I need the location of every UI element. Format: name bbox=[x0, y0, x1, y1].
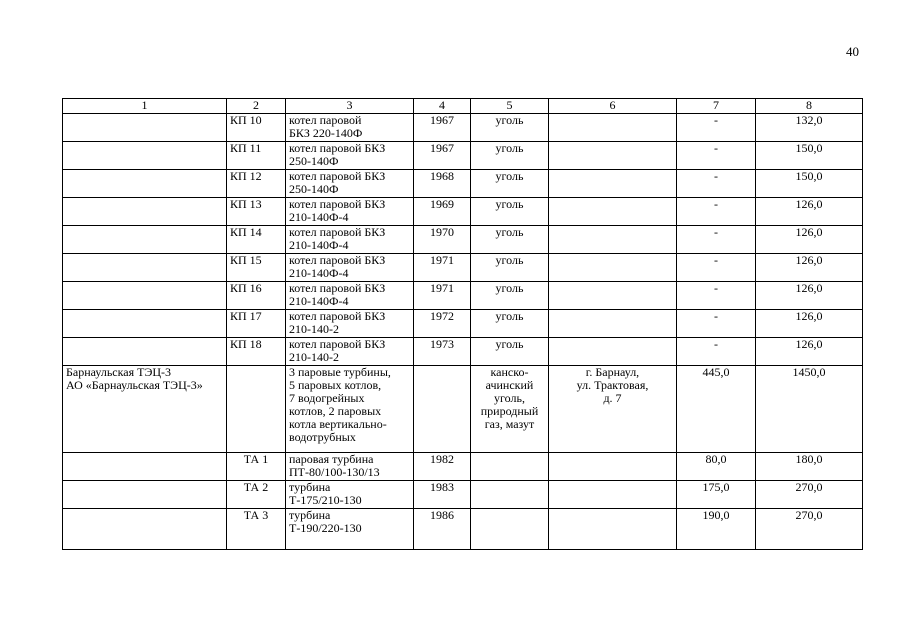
thermal-capacity-cell: 132,0 bbox=[756, 114, 863, 142]
plant-name-cell: Барнаульская ТЭЦ-3 АО «Барнаульская ТЭЦ-3» bbox=[63, 366, 227, 453]
unit-description-cell: котел паровой БКЗ 220-140Ф bbox=[286, 114, 414, 142]
unit-code-cell: КП 18 bbox=[227, 338, 286, 366]
table-row bbox=[63, 453, 863, 481]
table-row bbox=[63, 170, 863, 198]
thermal-capacity-cell: 126,0 bbox=[756, 310, 863, 338]
unit-code-cell: КП 13 bbox=[227, 198, 286, 226]
org-cell bbox=[63, 198, 227, 226]
electric-capacity-cell: - bbox=[677, 310, 756, 338]
turbine-code-cell: ТА 3 bbox=[227, 509, 286, 550]
fuel-cell bbox=[471, 453, 549, 481]
turbine-description-cell: турбина Т-190/220-130 bbox=[286, 509, 414, 550]
org-cell bbox=[63, 338, 227, 366]
electric-capacity-cell: - bbox=[677, 254, 756, 282]
table-row bbox=[63, 509, 863, 550]
unit-code-cell: КП 10 bbox=[227, 114, 286, 142]
thermal-capacity-cell: 126,0 bbox=[756, 282, 863, 310]
year-cell: 1967 bbox=[414, 142, 471, 170]
table-row-plant bbox=[63, 366, 863, 453]
year-cell: 1970 bbox=[414, 226, 471, 254]
unit-code-cell: КП 12 bbox=[227, 170, 286, 198]
plant-address-cell: г. Барнаул, ул. Трактовая, д. 7 bbox=[549, 366, 677, 453]
year-cell: 1972 bbox=[414, 310, 471, 338]
fuel-cell: уголь bbox=[471, 254, 549, 282]
address-cell bbox=[549, 170, 677, 198]
fuel-cell: уголь bbox=[471, 198, 549, 226]
year-cell: 1969 bbox=[414, 198, 471, 226]
table-row bbox=[63, 142, 863, 170]
electric-capacity-cell: 190,0 bbox=[677, 509, 756, 550]
address-cell bbox=[549, 453, 677, 481]
turbine-code-cell: ТА 2 bbox=[227, 481, 286, 509]
org-cell bbox=[63, 114, 227, 142]
electric-capacity-cell: 175,0 bbox=[677, 481, 756, 509]
address-cell bbox=[549, 198, 677, 226]
unit-code-cell: КП 16 bbox=[227, 282, 286, 310]
electric-capacity-cell: - bbox=[677, 226, 756, 254]
fuel-cell: уголь bbox=[471, 310, 549, 338]
plant-equipment-cell: 3 паровые турбины, 5 паровых котлов, 7 водогрейных котлов, 2 паровых котла вертикально- водотрубных bbox=[286, 366, 414, 453]
fuel-cell: уголь bbox=[471, 114, 549, 142]
year-cell: 1971 bbox=[414, 282, 471, 310]
unit-description-cell: котел паровой БКЗ 250-140Ф bbox=[286, 142, 414, 170]
address-cell bbox=[549, 310, 677, 338]
fuel-cell: уголь bbox=[471, 142, 549, 170]
header-row bbox=[63, 99, 863, 114]
thermal-capacity-cell: 126,0 bbox=[756, 338, 863, 366]
unit-code-cell bbox=[227, 366, 286, 453]
electric-capacity-cell: - bbox=[677, 338, 756, 366]
header-col-1: 1 bbox=[63, 99, 227, 114]
org-cell bbox=[63, 453, 227, 481]
unit-description-cell: котел паровой БКЗ 210-140Ф-4 bbox=[286, 282, 414, 310]
table-row bbox=[63, 254, 863, 282]
year-cell bbox=[414, 366, 471, 453]
fuel-cell: уголь bbox=[471, 226, 549, 254]
plant-fuel-cell: канско- ачинский уголь, природный газ, мазут bbox=[471, 366, 549, 453]
unit-code-cell: КП 17 bbox=[227, 310, 286, 338]
unit-code-cell: КП 14 bbox=[227, 226, 286, 254]
year-cell: 1968 bbox=[414, 170, 471, 198]
address-cell bbox=[549, 509, 677, 550]
table-row bbox=[63, 114, 863, 142]
org-cell bbox=[63, 226, 227, 254]
thermal-capacity-cell: 180,0 bbox=[756, 453, 863, 481]
electric-capacity-cell: - bbox=[677, 282, 756, 310]
electric-capacity-cell: - bbox=[677, 142, 756, 170]
thermal-capacity-cell: 126,0 bbox=[756, 198, 863, 226]
thermal-capacity-cell: 126,0 bbox=[756, 226, 863, 254]
year-cell: 1967 bbox=[414, 114, 471, 142]
unit-description-cell: котел паровой БКЗ 210-140Ф-4 bbox=[286, 226, 414, 254]
page-number: 40 bbox=[846, 44, 859, 59]
turbine-description-cell: турбина Т-175/210-130 bbox=[286, 481, 414, 509]
thermal-capacity-cell: 150,0 bbox=[756, 170, 863, 198]
table-row bbox=[63, 198, 863, 226]
table-row bbox=[63, 226, 863, 254]
table-row bbox=[63, 282, 863, 310]
org-cell bbox=[63, 254, 227, 282]
plant-electric-capacity-cell: 445,0 bbox=[677, 366, 756, 453]
address-cell bbox=[549, 282, 677, 310]
year-cell: 1986 bbox=[414, 509, 471, 550]
fuel-cell: уголь bbox=[471, 338, 549, 366]
fuel-cell bbox=[471, 509, 549, 550]
fuel-cell: уголь bbox=[471, 282, 549, 310]
turbine-description-cell: паровая турбина ПТ-80/100-130/13 bbox=[286, 453, 414, 481]
thermal-capacity-cell: 150,0 bbox=[756, 142, 863, 170]
table-row bbox=[63, 481, 863, 509]
header-col-3: 3 bbox=[286, 99, 414, 114]
unit-description-cell: котел паровой БКЗ 210-140-2 bbox=[286, 338, 414, 366]
turbine-code-cell: ТА 1 bbox=[227, 453, 286, 481]
plant-thermal-capacity-cell: 1450,0 bbox=[756, 366, 863, 453]
electric-capacity-cell: - bbox=[677, 170, 756, 198]
year-cell: 1982 bbox=[414, 453, 471, 481]
unit-code-cell: КП 11 bbox=[227, 142, 286, 170]
table-row bbox=[63, 338, 863, 366]
thermal-capacity-cell: 270,0 bbox=[756, 509, 863, 550]
thermal-capacity-cell: 126,0 bbox=[756, 254, 863, 282]
org-cell bbox=[63, 481, 227, 509]
unit-description-cell: котел паровой БКЗ 250-140Ф bbox=[286, 170, 414, 198]
org-cell bbox=[63, 170, 227, 198]
org-cell bbox=[63, 142, 227, 170]
header-col-2: 2 bbox=[227, 99, 286, 114]
electric-capacity-cell: - bbox=[677, 114, 756, 142]
address-cell bbox=[549, 226, 677, 254]
header-col-4: 4 bbox=[414, 99, 471, 114]
thermal-capacity-cell: 270,0 bbox=[756, 481, 863, 509]
org-cell bbox=[63, 282, 227, 310]
fuel-cell bbox=[471, 481, 549, 509]
header-col-7: 7 bbox=[677, 99, 756, 114]
unit-description-cell: котел паровой БКЗ 210-140Ф-4 bbox=[286, 254, 414, 282]
equipment-table bbox=[62, 98, 863, 550]
org-cell bbox=[63, 509, 227, 550]
address-cell bbox=[549, 254, 677, 282]
year-cell: 1971 bbox=[414, 254, 471, 282]
table-row bbox=[63, 310, 863, 338]
electric-capacity-cell: - bbox=[677, 198, 756, 226]
year-cell: 1973 bbox=[414, 338, 471, 366]
year-cell: 1983 bbox=[414, 481, 471, 509]
electric-capacity-cell: 80,0 bbox=[677, 453, 756, 481]
header-col-5: 5 bbox=[471, 99, 549, 114]
org-cell bbox=[63, 310, 227, 338]
header-col-8: 8 bbox=[756, 99, 863, 114]
header-col-6: 6 bbox=[549, 99, 677, 114]
address-cell bbox=[549, 142, 677, 170]
address-cell bbox=[549, 338, 677, 366]
address-cell bbox=[549, 481, 677, 509]
unit-code-cell: КП 15 bbox=[227, 254, 286, 282]
unit-description-cell: котел паровой БКЗ 210-140Ф-4 bbox=[286, 198, 414, 226]
fuel-cell: уголь bbox=[471, 170, 549, 198]
address-cell bbox=[549, 114, 677, 142]
unit-description-cell: котел паровой БКЗ 210-140-2 bbox=[286, 310, 414, 338]
